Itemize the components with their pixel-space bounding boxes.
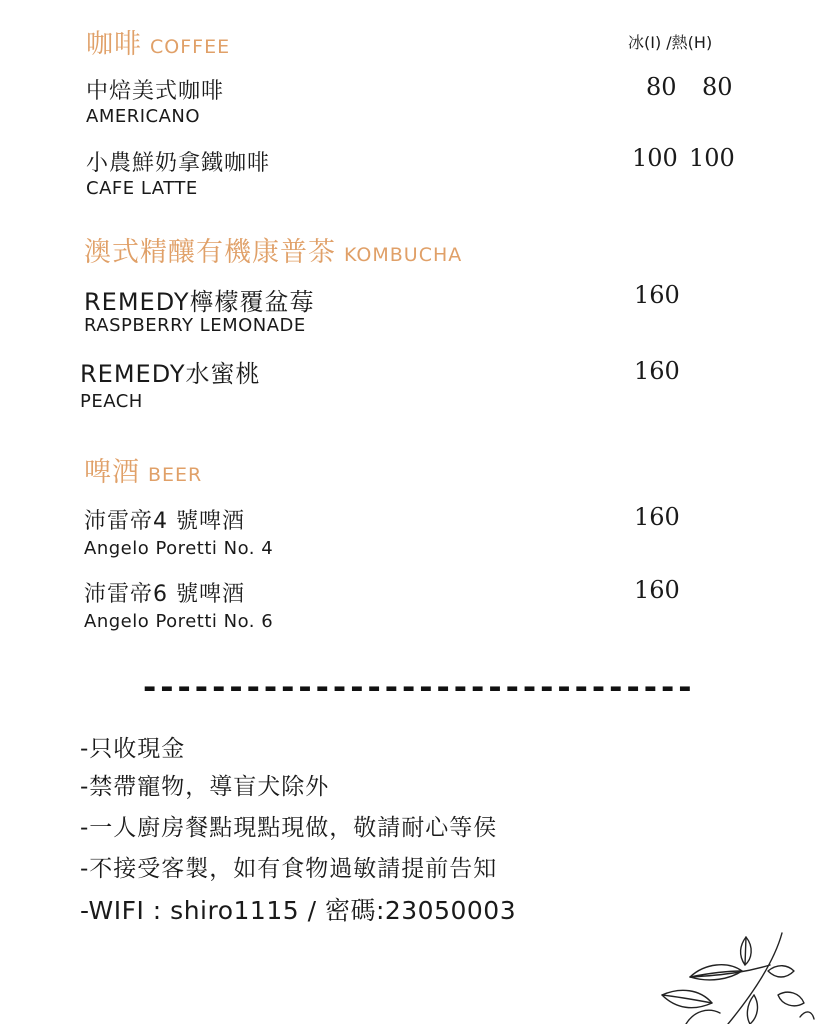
- price-iced: 80: [646, 73, 677, 101]
- price: 160: [634, 281, 680, 309]
- price: 160: [634, 503, 680, 531]
- menu-item-name-zh: 沛雷帝6 號啤酒: [84, 582, 245, 607]
- section-title-zh: 咖啡: [86, 29, 142, 60]
- menu-item-name-en: AMERICANO: [86, 106, 201, 127]
- note-made-to-order: -一人廚房餐點現點現做，敬請耐心等侯: [80, 815, 498, 841]
- menu-item-name-en: RASPBERRY LEMONADE: [84, 315, 306, 336]
- note-no-customization: -不接受客製，如有食物過敏請提前告知: [80, 856, 498, 882]
- section-title-coffee: [86, 22, 230, 61]
- price-hot: 80: [702, 73, 733, 101]
- menu-item-name-zh: REMEDY水蜜桃: [80, 360, 261, 388]
- section-title-zh: 澳式精釀有機康普茶: [84, 237, 336, 268]
- menu-item-name-zh: 沛雷帝4 號啤酒: [84, 509, 245, 534]
- menu-item-name-en: PEACH: [80, 391, 143, 412]
- section-title-kombucha: [84, 230, 462, 269]
- section-title-en: COFFEE: [150, 36, 231, 58]
- price: 160: [634, 576, 680, 604]
- price-column-header: 冰(I) /熱(H): [628, 33, 713, 52]
- price-iced: 100: [632, 144, 678, 172]
- note-no-pets: -禁帶寵物，導盲犬除外: [80, 774, 330, 800]
- menu-item-name-en: Angelo Poretti No. 4: [84, 538, 274, 559]
- note-cash-only: -只收現金: [80, 736, 186, 762]
- price: 160: [634, 357, 680, 385]
- dashed-divider: --------------------------------: [140, 668, 693, 706]
- menu-item-name-zh: 小農鮮奶拿鐵咖啡: [86, 151, 271, 176]
- menu-item-name-zh: 中焙美式咖啡: [86, 79, 225, 104]
- price-hot: 100: [689, 144, 735, 172]
- section-title-zh: 啤酒: [84, 457, 140, 488]
- section-title-beer: [84, 450, 202, 489]
- note-wifi: -WIFI : shiro1115 / 密碼:23050003: [80, 896, 517, 925]
- menu-item-name-en: Angelo Poretti No. 6: [84, 611, 274, 632]
- menu-item-name-en: CAFE LATTE: [86, 178, 198, 199]
- leaf-branch-icon: [650, 925, 815, 1024]
- section-title-en: BEER: [148, 464, 203, 486]
- menu-item-name-zh: REMEDY檸檬覆盆莓: [84, 288, 315, 316]
- section-title-en: KOMBUCHA: [344, 244, 463, 266]
